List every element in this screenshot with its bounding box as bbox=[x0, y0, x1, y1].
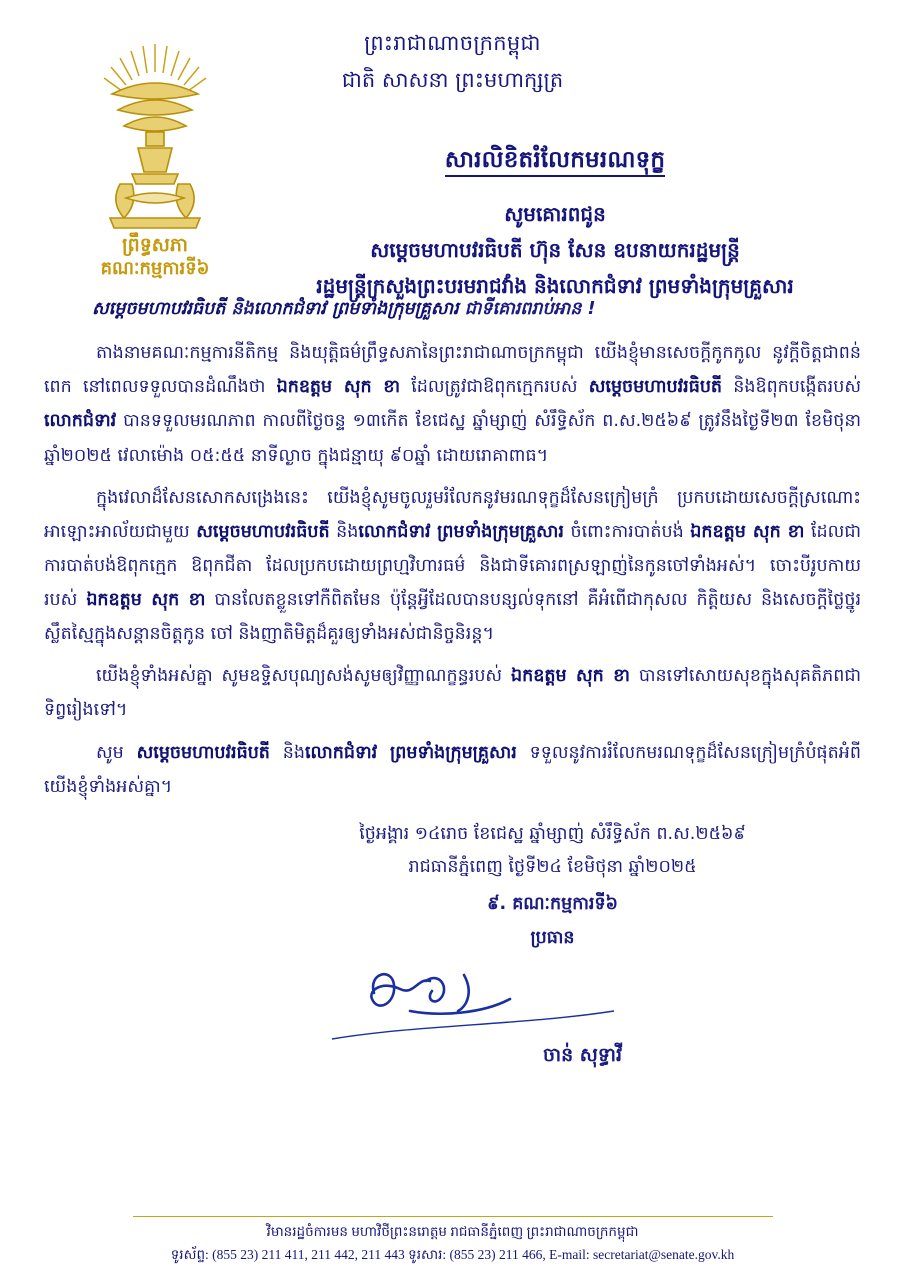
page-title bbox=[249, 146, 861, 179]
footer-address: វិមានរដ្ឋចំការមន មហាវិថីព្រះនរោត្តម រាជធានីភ្នំពេញ ព្រះរាជាណាចក្រកម្ពុជា bbox=[266, 1224, 639, 1239]
addressee-line2: សម្តេចមហាបវរធិបតី ហ៊ុន សែន ឧបនាយករដ្ឋមន្ត្រី bbox=[370, 238, 740, 262]
kingdom-line2: ជាតិ សាសនា ព្រះមហាក្សត្រ bbox=[341, 68, 564, 92]
document-header bbox=[44, 18, 861, 298]
salutation: សម្តេចមហាបវរធិបតី និងលោកជំទាវ ព្រមទាំងក្រុមគ្រួសារ ជាទីគោរពរាប់អាន ! bbox=[92, 299, 596, 319]
page-title-text: សារលិខិតរំលែកមរណទុក្ខ bbox=[445, 147, 665, 177]
addressee-line3: រដ្ឋមន្ត្រីក្រសួងព្រះបរមរាជវាំង និងលោកជំទាវ ព្រមទាំងក្រុមគ្រួសារ bbox=[316, 274, 794, 298]
addressee bbox=[249, 201, 861, 303]
signature-block bbox=[44, 818, 861, 1073]
document-body bbox=[44, 292, 861, 804]
signature-area bbox=[254, 955, 861, 1041]
position-title: ប្រធាន bbox=[530, 927, 575, 948]
paragraph-4: សូម សម្តេចមហាបវរធិបតី និងលោកជំទាវ ព្រមទាំងក្រុមគ្រួសារ ទទួលនូវការរំលែកមរណទុក្ខដ៏សែនក្រៀមក្រំបំផុតអំពីយើងខ្ញុំទាំងអស់គ្នា។ bbox=[44, 742, 861, 797]
paragraph-3: យើងខ្ញុំទាំងអស់គ្នា សូមឧទ្ទិសបុណ្យសង់សូមឲ្យវិញ្ញាណក្ខន្ធរបស់ ឯកឧត្តម សុក ខា បានទៅសោយសុខក្នុងសុគតិភពជាទិព្វរៀងទៅ។ bbox=[44, 666, 861, 721]
signer-name: ចាន់ សុទ្ធាវី bbox=[543, 1043, 622, 1066]
footer-divider bbox=[133, 1216, 773, 1217]
addressee-line1: សូមគោរពជូន bbox=[504, 202, 606, 226]
institution-line1: ព្រឹទ្ធសភា bbox=[122, 234, 188, 256]
document-footer bbox=[0, 1216, 905, 1266]
date-line-1: ថ្ងៃអង្គារ ១៤រោច ខែជេស្ឋ ឆ្នាំម្សាញ់ សំរឹទ្ធិស័ក ព.ស.២៥៦៩ bbox=[359, 823, 746, 844]
kingdom-line1: ព្រះរាជាណាចក្រកម្ពុជា bbox=[364, 31, 541, 55]
paragraph-2: ក្នុងវេលាដ៏សែនសោកសង្រេងនេះ យើងខ្ញុំសូមចូលរួមរំលែកនូវមរណទុក្ខដ៏សែនក្រៀមក្រំ ប្រកបដោយសេចក្តីស្រណោះអាឡោះអាល័យជាមួយ សម្តេចមហាបវរធិបតី និងលោកជំទាវ ព្រមទាំងក្រុមគ្រួសារ ចំពោះការបាត់បង់ ឯកឧត្តម សុក ខា ដែលជាការបាត់បង់ឱពុកក្មេក ឱពុកជីតា ដែលប្រកបដោយព្រហ្មវិហារធម៌ និងជាទីគោរពស្រឡាញ់នៃកូនចៅទាំងអស់។ ចោះបីរូបកាយរបស់ ឯកឧត្តម សុក ខា បានលែតខ្លួនទៅកឺពិតមែន ប៉ុន្តែអ្វីដែលបានបន្សល់ទុកនៅ គឺអំពើជាកុសល កិត្តិយស និងសេចក្តីថ្លៃថ្នូរស្លឹតស្មៃក្នុងសន្តានចិត្តកូន ចៅ និងញាតិមិត្តដ៏គួរឲ្យទាំងអស់ជានិច្ចនិរន្ត។ bbox=[44, 487, 861, 645]
date-line-2: រាជធានីភ្នំពេញ ថ្ងៃទី២៤ ខែមិថុនា ឆ្នាំ២០២៥ bbox=[408, 857, 697, 877]
institution-name bbox=[70, 234, 240, 280]
title-block bbox=[249, 146, 861, 303]
footer-contact: ទូរស័ព្ទ: (855 23) 211 411, 211 442, 211 443 ទូរសារ: (855 23) 211 466, E-mail: secretariat@senate.gov.kh bbox=[170, 1247, 735, 1262]
paragraph-1: តាងនាមគណៈកម្មការនីតិកម្ម និងយុត្តិធម៌ព្រឹទ្ធសភានៃព្រះរាជាណាចក្រកម្ពុជា យើងខ្ញុំមានសេចក្តីកូកកូល នូវក្តីចិត្តជាពន់ពេក នៅពេលទទួលបានដំណឹងថា ឯកឧត្តម សុក ខា ដែលត្រូវជាឱពុកក្មេករបស់ សម្តេចមហាបវរធិបតី និងឱពុកបង្កើតរបស់ លោកជំទាវ បានទទួលមរណភាព កាលពីថ្ងៃចន្ទ ១៣កើត ខែជេស្ឋ ឆ្នាំម្សាញ់ សំរឹទ្ធិស័ក ព.ស.២៥៦៩ ត្រូវនឹងថ្ងៃទី២៣ ខែមិថុនា ឆ្នាំ២០២៥ វេលាម៉ោង ០៥:៥៥ នាទីល្ងាច ក្នុងជន្មាយុ ៩០ឆ្នាំ ដោយរោគាពាធ។ bbox=[44, 343, 861, 466]
cambodian-senate-emblem-icon bbox=[70, 32, 240, 232]
institution-line2: គណៈកម្មការទី៦ bbox=[100, 257, 210, 279]
date-lines bbox=[244, 818, 861, 955]
committee-role: ៩. គណៈកម្មការទី៦ bbox=[487, 894, 618, 915]
senate-emblem bbox=[70, 32, 240, 280]
